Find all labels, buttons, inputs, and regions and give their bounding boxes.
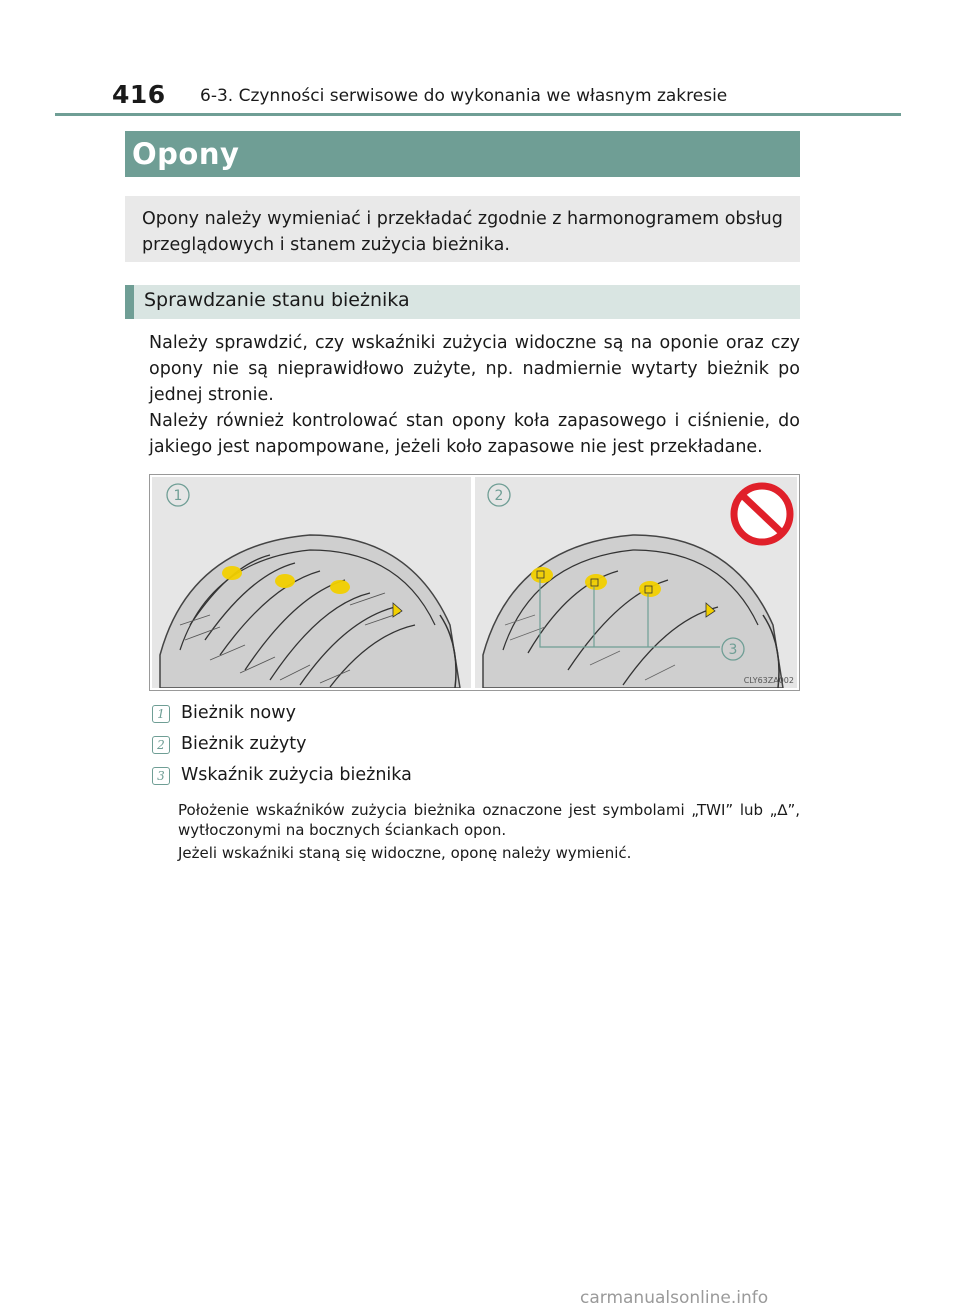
page-title: Opony: [132, 137, 240, 171]
legend-number-2: 2: [152, 736, 170, 754]
worn-tire-drawing: [483, 535, 783, 688]
legend-label-2: Bieżnik zużyty: [181, 734, 307, 754]
body-paragraph-2: Należy również kontrolować stan opony koła zapasowego i ciśnienie, do jakiego jest napompowane, jeżeli koło zapasowe nie jest przekładane.: [149, 411, 800, 457]
chapter-title: 6-3. Czynności serwisowe do wykonania we własnym zakresie: [200, 86, 728, 106]
new-tire-drawing: [160, 535, 460, 688]
page-number: 416: [112, 80, 166, 109]
callout-2: 2: [494, 488, 504, 504]
no-entry-icon: [734, 486, 790, 542]
note-paragraph-2: Jeżeli wskaźniki staną się widoczne, oponę należy wymienić.: [178, 844, 632, 862]
legend-number-1: 1: [152, 705, 170, 723]
intro-box: [125, 196, 800, 262]
tire-illustration: [150, 475, 801, 692]
section-heading: Sprawdzanie stanu bieżnika: [144, 289, 410, 311]
callout-1: 1: [173, 488, 183, 504]
legend-item-3: [152, 765, 792, 789]
section-heading-bar: [125, 285, 800, 319]
legend-label-1: Bieżnik nowy: [181, 703, 296, 723]
callout-3: 3: [728, 642, 738, 658]
page-title-band: [125, 131, 800, 177]
intro-text: Opony należy wymieniać i przekładać zgodnie z harmonogramem obsług przeglądowych i stanem zużycia bieżnika.: [142, 209, 783, 255]
body-paragraph-1: Należy sprawdzić, czy wskaźniki zużycia widoczne są na oponie oraz czy opony nie są nieprawidłowo zużyte, np. nadmiernie wytarty bieżnik po jednej stronie.: [149, 333, 800, 405]
legend-label-3: Wskaźnik zużycia bieżnika: [181, 765, 412, 785]
legend-number-3: 3: [152, 767, 170, 785]
tire-tread-figure: [149, 474, 800, 691]
legend-item-2: [152, 734, 792, 758]
figure-code: CLY63ZA002: [743, 676, 794, 685]
legend-item-1: [152, 703, 792, 727]
header-divider: [55, 113, 901, 116]
note-paragraph-1: Położenie wskaźników zużycia bieżnika oznaczone jest symbolami „TWI” lub „∆”, wytłoczonymi na bocznych ściankach opon.: [178, 801, 800, 839]
watermark: carmanualsonline.info: [580, 1288, 769, 1308]
